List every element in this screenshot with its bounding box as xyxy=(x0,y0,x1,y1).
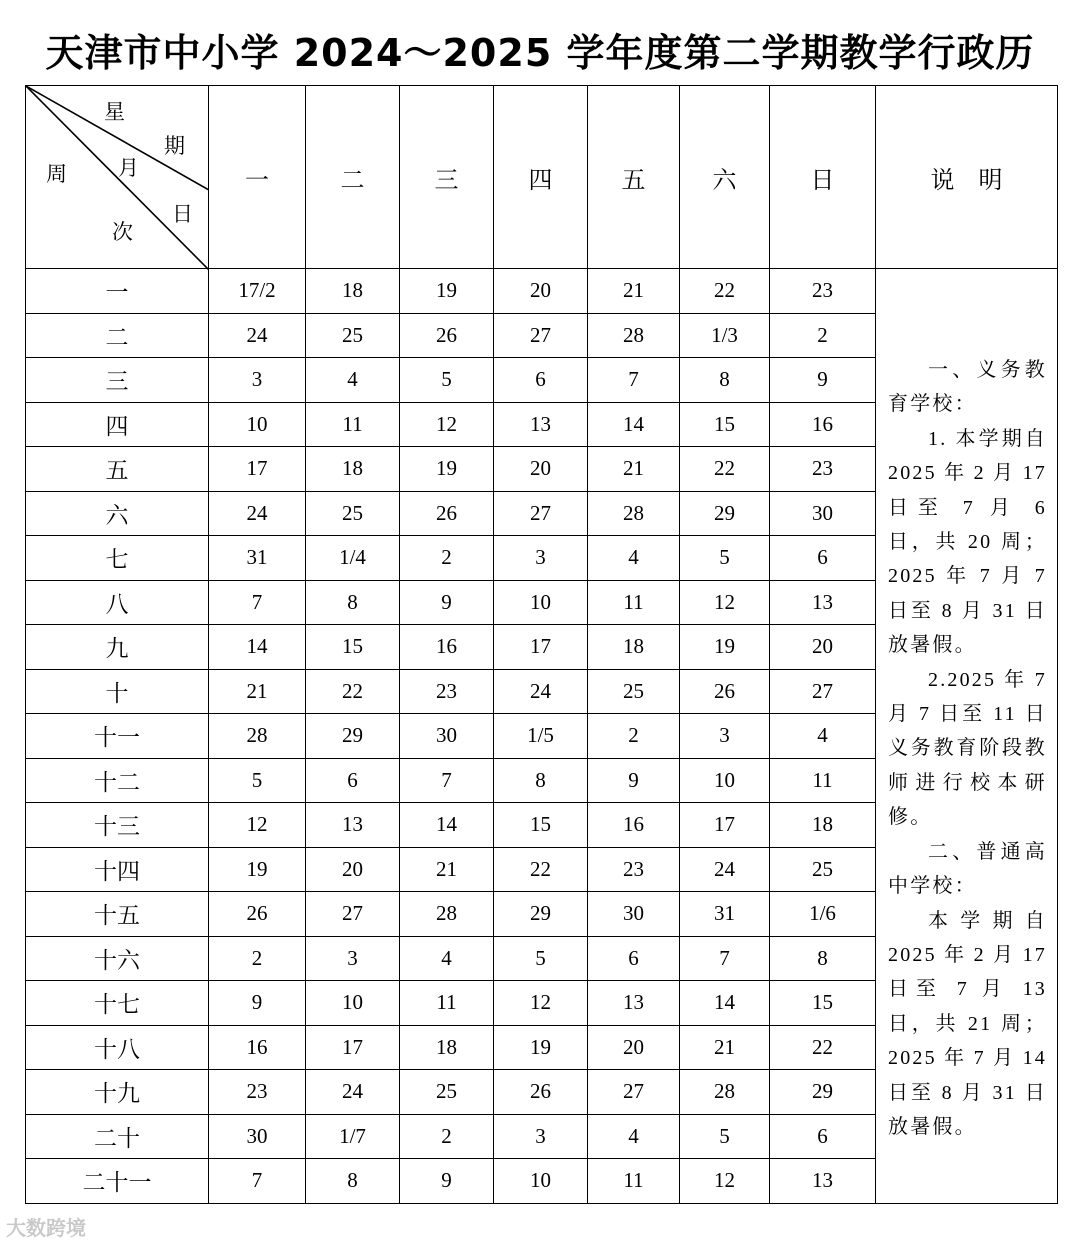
date-cell: 10 xyxy=(209,402,306,447)
date-cell: 19 xyxy=(209,847,306,892)
week-number-cell: 十五 xyxy=(26,892,209,937)
date-cell: 2 xyxy=(400,536,494,581)
day-header-sun: 日 xyxy=(770,86,876,269)
date-cell: 15 xyxy=(306,625,400,670)
date-cell: 13 xyxy=(588,981,680,1026)
corner-label-yue: 月 xyxy=(118,156,139,180)
notes-paragraph: 二、普通高中学校： xyxy=(888,840,1047,898)
notes-paragraph: 本学期自 2025 年 2 月 17 日至 7 月 13 日，共 21 周；2025 年 7 月 14 日至 8 月 31 日放暑假。 xyxy=(888,909,1047,1138)
date-cell: 21 xyxy=(588,447,680,492)
date-cell: 13 xyxy=(306,803,400,848)
date-cell: 18 xyxy=(588,625,680,670)
date-cell: 9 xyxy=(400,1159,494,1204)
date-cell: 22 xyxy=(680,447,770,492)
week-number-cell: 六 xyxy=(26,491,209,536)
date-cell: 9 xyxy=(400,580,494,625)
date-cell: 12 xyxy=(494,981,588,1026)
date-cell: 8 xyxy=(306,1159,400,1204)
date-cell: 19 xyxy=(680,625,770,670)
date-cell: 10 xyxy=(494,1159,588,1204)
date-cell: 30 xyxy=(400,714,494,759)
date-cell: 11 xyxy=(770,758,876,803)
day-header-mon: 一 xyxy=(209,86,306,269)
table-row xyxy=(26,269,1058,314)
week-number-cell: 七 xyxy=(26,536,209,581)
day-header-wed: 三 xyxy=(400,86,494,269)
date-cell: 19 xyxy=(400,447,494,492)
date-cell: 6 xyxy=(770,536,876,581)
date-cell: 15 xyxy=(494,803,588,848)
date-cell: 18 xyxy=(400,1025,494,1070)
date-cell: 1/6 xyxy=(770,892,876,937)
date-cell: 28 xyxy=(680,1070,770,1115)
date-cell: 23 xyxy=(209,1070,306,1115)
date-cell: 14 xyxy=(588,402,680,447)
date-cell: 12 xyxy=(400,402,494,447)
date-cell: 11 xyxy=(400,981,494,1026)
date-cell: 14 xyxy=(209,625,306,670)
date-cell: 25 xyxy=(400,1070,494,1115)
page-title: 天津市中小学 2024～2025 学年度第二学期教学行政历 xyxy=(45,31,1035,75)
week-number-cell: 五 xyxy=(26,447,209,492)
date-cell: 16 xyxy=(770,402,876,447)
week-number-cell: 一 xyxy=(26,269,209,314)
week-number-cell: 三 xyxy=(26,358,209,403)
date-cell: 15 xyxy=(680,402,770,447)
corner-header-cell xyxy=(26,86,209,269)
date-cell: 17 xyxy=(680,803,770,848)
date-cell: 9 xyxy=(588,758,680,803)
date-cell: 1/5 xyxy=(494,714,588,759)
date-cell: 1/4 xyxy=(306,536,400,581)
date-cell: 26 xyxy=(400,491,494,536)
date-cell: 26 xyxy=(494,1070,588,1115)
date-cell: 21 xyxy=(588,269,680,314)
date-cell: 3 xyxy=(494,536,588,581)
date-cell: 7 xyxy=(680,936,770,981)
date-cell: 8 xyxy=(770,936,876,981)
date-cell: 1/7 xyxy=(306,1114,400,1159)
date-cell: 24 xyxy=(209,313,306,358)
date-cell: 4 xyxy=(588,1114,680,1159)
date-cell: 1/3 xyxy=(680,313,770,358)
header-row xyxy=(26,86,1058,269)
date-cell: 4 xyxy=(588,536,680,581)
notes-cell xyxy=(876,269,1058,1204)
corner-label-xing: 星 xyxy=(104,100,125,124)
date-cell: 25 xyxy=(770,847,876,892)
date-cell: 17 xyxy=(209,447,306,492)
date-cell: 5 xyxy=(680,1114,770,1159)
date-cell: 2 xyxy=(209,936,306,981)
date-cell: 6 xyxy=(770,1114,876,1159)
date-cell: 5 xyxy=(680,536,770,581)
date-cell: 16 xyxy=(209,1025,306,1070)
week-number-cell: 二 xyxy=(26,313,209,358)
notes-paragraph: 1. 本学期自 2025 年 2 月 17 日至 7 月 6 日，共 20 周；2025 年 7 月 7 日至 8 月 31 日放暑假。 xyxy=(888,427,1047,657)
date-cell: 17 xyxy=(494,625,588,670)
date-cell: 20 xyxy=(770,625,876,670)
week-number-cell: 十八 xyxy=(26,1025,209,1070)
date-cell: 28 xyxy=(588,313,680,358)
calendar-table xyxy=(25,85,1058,1204)
date-cell: 24 xyxy=(494,669,588,714)
date-cell: 5 xyxy=(400,358,494,403)
date-cell: 19 xyxy=(400,269,494,314)
date-cell: 27 xyxy=(770,669,876,714)
date-cell: 12 xyxy=(209,803,306,848)
date-cell: 13 xyxy=(494,402,588,447)
date-cell: 25 xyxy=(306,313,400,358)
date-cell: 17/2 xyxy=(209,269,306,314)
date-cell: 11 xyxy=(588,580,680,625)
week-number-cell: 二十 xyxy=(26,1114,209,1159)
calendar-body xyxy=(26,269,1058,1204)
week-number-cell: 八 xyxy=(26,580,209,625)
day-header-fri: 五 xyxy=(588,86,680,269)
date-cell: 2 xyxy=(400,1114,494,1159)
date-cell: 28 xyxy=(400,892,494,937)
date-cell: 31 xyxy=(209,536,306,581)
date-cell: 3 xyxy=(209,358,306,403)
date-cell: 25 xyxy=(306,491,400,536)
day-header-thu: 四 xyxy=(494,86,588,269)
week-number-cell: 十六 xyxy=(26,936,209,981)
date-cell: 13 xyxy=(770,580,876,625)
date-cell: 23 xyxy=(588,847,680,892)
date-cell: 26 xyxy=(400,313,494,358)
day-header-tue: 二 xyxy=(306,86,400,269)
date-cell: 7 xyxy=(400,758,494,803)
date-cell: 13 xyxy=(770,1159,876,1204)
date-cell: 22 xyxy=(770,1025,876,1070)
date-cell: 4 xyxy=(400,936,494,981)
week-number-cell: 十九 xyxy=(26,1070,209,1115)
date-cell: 18 xyxy=(770,803,876,848)
date-cell: 24 xyxy=(209,491,306,536)
date-cell: 29 xyxy=(306,714,400,759)
date-cell: 6 xyxy=(494,358,588,403)
notes-paragraph: 一、义务教育学校： xyxy=(888,359,1047,416)
week-number-cell: 十七 xyxy=(26,981,209,1026)
date-cell: 3 xyxy=(680,714,770,759)
week-number-cell: 十三 xyxy=(26,803,209,848)
date-cell: 20 xyxy=(588,1025,680,1070)
date-cell: 25 xyxy=(588,669,680,714)
date-cell: 5 xyxy=(494,936,588,981)
date-cell: 20 xyxy=(306,847,400,892)
notes-header: 说 明 xyxy=(876,86,1058,269)
date-cell: 7 xyxy=(588,358,680,403)
date-cell: 8 xyxy=(494,758,588,803)
date-cell: 17 xyxy=(306,1025,400,1070)
week-number-cell: 二十一 xyxy=(26,1159,209,1204)
week-number-cell: 十二 xyxy=(26,758,209,803)
date-cell: 21 xyxy=(400,847,494,892)
date-cell: 4 xyxy=(770,714,876,759)
date-cell: 8 xyxy=(680,358,770,403)
date-cell: 5 xyxy=(209,758,306,803)
date-cell: 18 xyxy=(306,269,400,314)
date-cell: 11 xyxy=(588,1159,680,1204)
date-cell: 11 xyxy=(306,402,400,447)
date-cell: 10 xyxy=(494,580,588,625)
corner-label-qi: 期 xyxy=(164,134,185,158)
date-cell: 9 xyxy=(770,358,876,403)
date-cell: 30 xyxy=(770,491,876,536)
date-cell: 16 xyxy=(400,625,494,670)
date-cell: 3 xyxy=(494,1114,588,1159)
corner-label-ri: 日 xyxy=(172,202,193,226)
date-cell: 10 xyxy=(306,981,400,1026)
date-cell: 12 xyxy=(680,580,770,625)
date-cell: 31 xyxy=(680,892,770,937)
date-cell: 21 xyxy=(209,669,306,714)
date-cell: 8 xyxy=(306,580,400,625)
week-number-cell: 九 xyxy=(26,625,209,670)
notes-paragraph: 2.2025 年 7 月 7 日至 11 日义务教育阶段教师进行校本研修。 xyxy=(888,668,1047,829)
week-number-cell: 十 xyxy=(26,669,209,714)
week-number-cell: 十四 xyxy=(26,847,209,892)
date-cell: 21 xyxy=(680,1025,770,1070)
date-cell: 24 xyxy=(306,1070,400,1115)
date-cell: 20 xyxy=(494,447,588,492)
date-cell: 6 xyxy=(306,758,400,803)
date-cell: 14 xyxy=(680,981,770,1026)
date-cell: 12 xyxy=(680,1159,770,1204)
date-cell: 2 xyxy=(770,313,876,358)
date-cell: 24 xyxy=(680,847,770,892)
date-cell: 27 xyxy=(306,892,400,937)
date-cell: 2 xyxy=(588,714,680,759)
week-number-cell: 四 xyxy=(26,402,209,447)
date-cell: 26 xyxy=(680,669,770,714)
date-cell: 26 xyxy=(209,892,306,937)
date-cell: 18 xyxy=(306,447,400,492)
date-cell: 29 xyxy=(770,1070,876,1115)
date-cell: 14 xyxy=(400,803,494,848)
date-cell: 27 xyxy=(494,491,588,536)
date-cell: 22 xyxy=(494,847,588,892)
corner-label-zhou: 周 xyxy=(46,162,67,186)
date-cell: 28 xyxy=(209,714,306,759)
date-cell: 23 xyxy=(770,447,876,492)
week-number-cell: 十一 xyxy=(26,714,209,759)
watermark: 大数跨境 xyxy=(6,1216,86,1240)
date-cell: 23 xyxy=(400,669,494,714)
day-header-sat: 六 xyxy=(680,86,770,269)
date-cell: 16 xyxy=(588,803,680,848)
date-cell: 30 xyxy=(209,1114,306,1159)
corner-label-ci: 次 xyxy=(112,220,133,244)
date-cell: 4 xyxy=(306,358,400,403)
date-cell: 7 xyxy=(209,1159,306,1204)
date-cell: 9 xyxy=(209,981,306,1026)
date-cell: 22 xyxy=(306,669,400,714)
date-cell: 30 xyxy=(588,892,680,937)
date-cell: 6 xyxy=(588,936,680,981)
date-cell: 29 xyxy=(494,892,588,937)
date-cell: 27 xyxy=(494,313,588,358)
date-cell: 27 xyxy=(588,1070,680,1115)
date-cell: 10 xyxy=(680,758,770,803)
date-cell: 7 xyxy=(209,580,306,625)
date-cell: 3 xyxy=(306,936,400,981)
date-cell: 29 xyxy=(680,491,770,536)
date-cell: 19 xyxy=(494,1025,588,1070)
date-cell: 28 xyxy=(588,491,680,536)
date-cell: 15 xyxy=(770,981,876,1026)
date-cell: 20 xyxy=(494,269,588,314)
date-cell: 23 xyxy=(770,269,876,314)
date-cell: 22 xyxy=(680,269,770,314)
